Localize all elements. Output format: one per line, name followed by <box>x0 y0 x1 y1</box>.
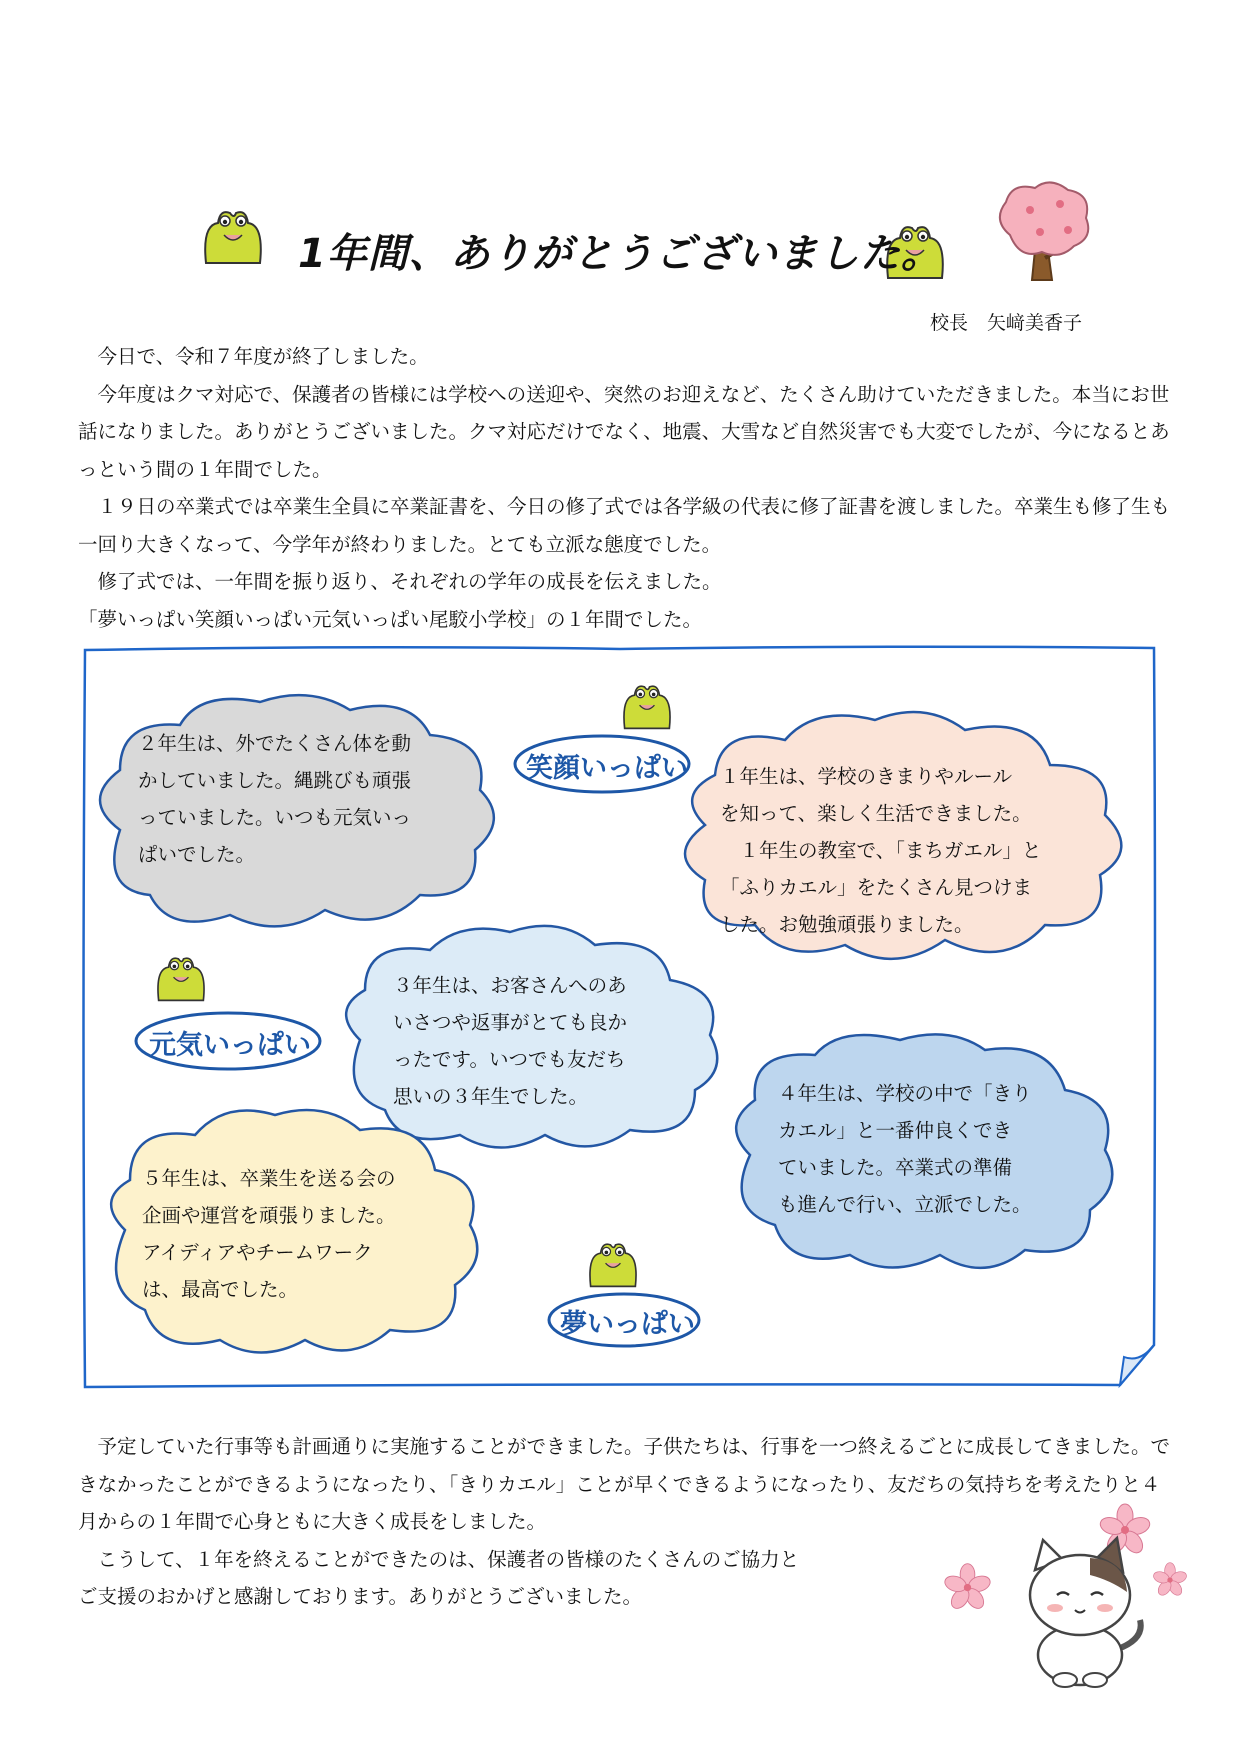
page-title: 1年間、ありがとうございました。 <box>298 231 942 277</box>
frog-icon <box>618 680 676 732</box>
sakura-flower-icon <box>940 1560 995 1615</box>
label-yume: 夢いっぱい <box>560 1309 695 1340</box>
intro-paragraph: 修了式では、一年間を振り返り、それぞれの学年の成長を伝えました。 <box>97 570 722 593</box>
bubble-grade1: １年生は、学校のきまりやルール を知って、楽しく生活できました。 １年生の教室で、「まちガエル」と 「ふりカエル」をたくさん見つけま した。お勉強頑張りました。 <box>720 765 1042 936</box>
bubble-grade5: ５年生は、卒業生を送る会の 企画や運営を頑張りました。 アイディアやチームワーク は、最高でした。 <box>142 1167 396 1301</box>
intro-text <box>78 338 1178 638</box>
intro-paragraph: 今年度はクマ対応で、保護者の皆様には学校への送迎や、突然のお迎えなど、たくさん助けていただきました。本当にお世話になりました。ありがとうございました。クマ対応だけでなく、地震、大雪など自然災害でも大変でしたが、今になるとあっという間の１年間でした。 <box>78 382 1170 481</box>
frog-icon <box>584 1238 642 1290</box>
frog-icon <box>198 205 268 267</box>
frog-icon <box>152 952 210 1004</box>
outro-paragraph: こうして、１年を終えることができたのは、保護者の皆様のたくさんのご協力と <box>97 1547 800 1571</box>
label-genki: 元気いっぱい <box>149 1030 311 1061</box>
cat-icon <box>1005 1530 1155 1690</box>
outro-paragraph: ご支援のおかげと感謝しております。ありがとうございました。 <box>78 1585 642 1608</box>
label-egao: 笑顔いっぱい <box>526 753 688 784</box>
outro-paragraph: 予定していた行事等も計画通りに実施することができました。子供たちは、行事を一つ終えるごとに成長してきました。できなかったことができるようになったり、「きりカエル」ことが早くできるようになったり、友だちの気持ちを考えたりと４月からの１年間で心身ともに大きく成長をしました。 <box>78 1435 1171 1533</box>
sakura-flower-icon <box>1150 1560 1190 1600</box>
bubble-grade3: ３年生は、お客さんへのあ いさつや返事がとても良か ったです。いつでも友だち 思いの３年生でした。 <box>393 974 628 1108</box>
bubble-grade2: ２年生は、外でたくさん体を動 かしていました。縄跳びも頑張 っていました。いつも元気いっ ぱいでした。 <box>138 732 412 866</box>
intro-paragraph: １９日の卒業式では卒業生全員に卒業証書を、今日の修了式では各学級の代表に修了証書を渡しました。卒業生も修了生も一回り大きくなって、今学年が終わりました。とても立派な態度でした。 <box>78 495 1171 556</box>
intro-paragraph: 今日で、令和７年度が終了しました。 <box>97 345 429 368</box>
intro-paragraph: 「夢いっぱい笑顔いっぱい元気いっぱい尾駮小学校」の１年間でした。 <box>78 607 703 631</box>
author: 校長 矢﨑美香子 <box>930 312 1083 334</box>
cherry-tree-icon <box>990 180 1100 290</box>
bubble-grade4: ４年生は、学校の中で「きり カエル」と一番仲良くでき ていました。卒業式の準備 も進んで行い、立派でした。 <box>778 1082 1032 1216</box>
